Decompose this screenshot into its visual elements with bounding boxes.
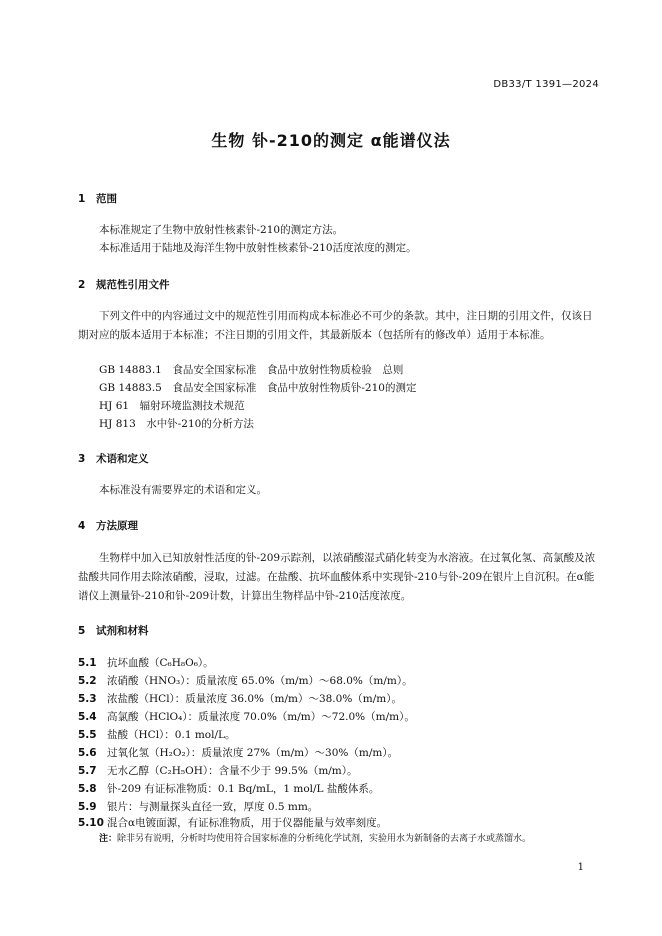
- item-text: 高氯酸（HClO₄）：质量浓度 70.0%（m/m）～72.0%（m/m）。: [107, 711, 415, 723]
- reference-item: GB 14883.1 食品安全国家标准 食品中放射性物质检验 总则: [99, 364, 404, 376]
- reference-item: HJ 813 水中钋-210的分析方法: [99, 418, 254, 430]
- item-text: 钋-209 有证标准物质：0.1 Bq/mL，1 mol/L 盐酸体系。: [107, 783, 380, 795]
- section-number: 3: [78, 453, 86, 465]
- section-title: 规范性引用文件: [96, 279, 170, 291]
- standard-code: DB33/T 1391—2024: [493, 79, 599, 90]
- item-text: 过氧化氢（H₂O₂）：质量浓度 27%（m/m）～30%（m/m）。: [107, 747, 399, 759]
- note: [99, 831, 531, 844]
- item-number: 5.6: [78, 747, 97, 759]
- document-title: 生物 钋-210的测定 α能谱仪法: [211, 131, 451, 150]
- item-text: 浓硝酸（HNO₃）：质量浓度 65.0%（m/m）～68.0%（m/m）。: [107, 675, 413, 687]
- item-number: 5.2: [78, 675, 97, 687]
- section-title: 试剂和材料: [96, 625, 149, 637]
- item-number: 5.1: [78, 657, 97, 669]
- references-paragraph: 下列文件中的内容通过文中的规范性引用而构成本标准必不可少的条款。其中，注日期的引用文件，仅该日期对应的版本适用于本标准；不注日期的引用文件，其最新版本（包括所有的修改单）适用于本标准。: [78, 310, 593, 341]
- reagent-item: [78, 655, 214, 670]
- section-heading-principle: [78, 518, 138, 533]
- section-heading-terms: [78, 451, 149, 466]
- reagent-item: [78, 691, 402, 706]
- scope-paragraph-2: 本标准适用于陆地及海洋生物中放射性核素钋-210活度浓度的测定。: [99, 242, 417, 254]
- section-title: 范围: [96, 193, 117, 205]
- reagent-item: [78, 727, 235, 742]
- terms-paragraph: 本标准没有需要界定的术语和定义。: [99, 484, 267, 496]
- section-heading-normative-references: [78, 277, 170, 292]
- section-title: 方法原理: [96, 520, 138, 532]
- section-number: 4: [78, 520, 86, 532]
- section-heading-reagents: [78, 623, 149, 638]
- page-number: 1: [577, 862, 584, 873]
- item-text: 银片：与测量探头直径一致，厚度 0.5 mm。: [107, 801, 319, 813]
- note-text: 除非另有说明，分析时均使用符合国家标准的分析纯化学试剂，实验用水为新制备的去离子水或蒸馏水。: [117, 834, 532, 844]
- reagent-item: [78, 799, 318, 814]
- item-number: 5.5: [78, 729, 97, 741]
- note-label: 注：: [99, 834, 118, 844]
- reagent-item: [78, 745, 398, 760]
- item-number: 5.3: [78, 693, 97, 705]
- item-number: 5.7: [78, 765, 97, 777]
- reagent-item: [78, 673, 413, 688]
- item-number: 5.10: [78, 817, 104, 829]
- item-text: 无水乙醇（C₂H₅OH）：含量不少于 99.5%（m/m）。: [107, 765, 358, 777]
- reagent-item: [78, 815, 387, 830]
- item-text: 盐酸（HCl）：0.1 mol/L。: [107, 729, 236, 741]
- section-number: 5: [78, 625, 86, 637]
- section-number: 1: [78, 193, 86, 205]
- item-number: 5.9: [78, 801, 97, 813]
- item-text: 抗坏血酸（C₆H₈O₆）。: [107, 657, 214, 669]
- reagent-item: [78, 763, 358, 778]
- reference-item: HJ 61 辐射环境监测技术规范: [99, 400, 245, 412]
- reagent-item: [78, 781, 379, 796]
- item-number: 5.8: [78, 783, 97, 795]
- item-number: 5.4: [78, 711, 97, 723]
- section-title: 术语和定义: [96, 453, 149, 465]
- item-text: 浓盐酸（HCl）：质量浓度 36.0%（m/m）～38.0%（m/m）。: [107, 693, 402, 705]
- reference-item: GB 14883.5 食品安全国家标准 食品中放射性物质钋-210的测定: [99, 382, 417, 394]
- item-text: 混合α电镀面源，有证标准物质，用于仪器能量与效率刻度。: [107, 817, 388, 829]
- reagent-item: [78, 709, 415, 724]
- section-heading-scope: [78, 191, 117, 206]
- section-number: 2: [78, 279, 86, 291]
- principle-paragraph: 生物样中加入已知放射性活度的钋-209示踪剂，以浓硝酸湿式硝化转变为水溶液。在过氧化氢、高氯酸及浓盐酸共同作用去除浓硝酸，浸取，过滤。在盐酸、抗坏血酸体系中实现钋-210与钋-209在银片上自沉积。在α能谱仪上测量钋-210和钋-209计数，计算出生物样品中钋-210活度浓度。: [78, 552, 596, 602]
- scope-paragraph-1: 本标准规定了生物中放射性核素钋-210的测定方法。: [99, 224, 344, 236]
